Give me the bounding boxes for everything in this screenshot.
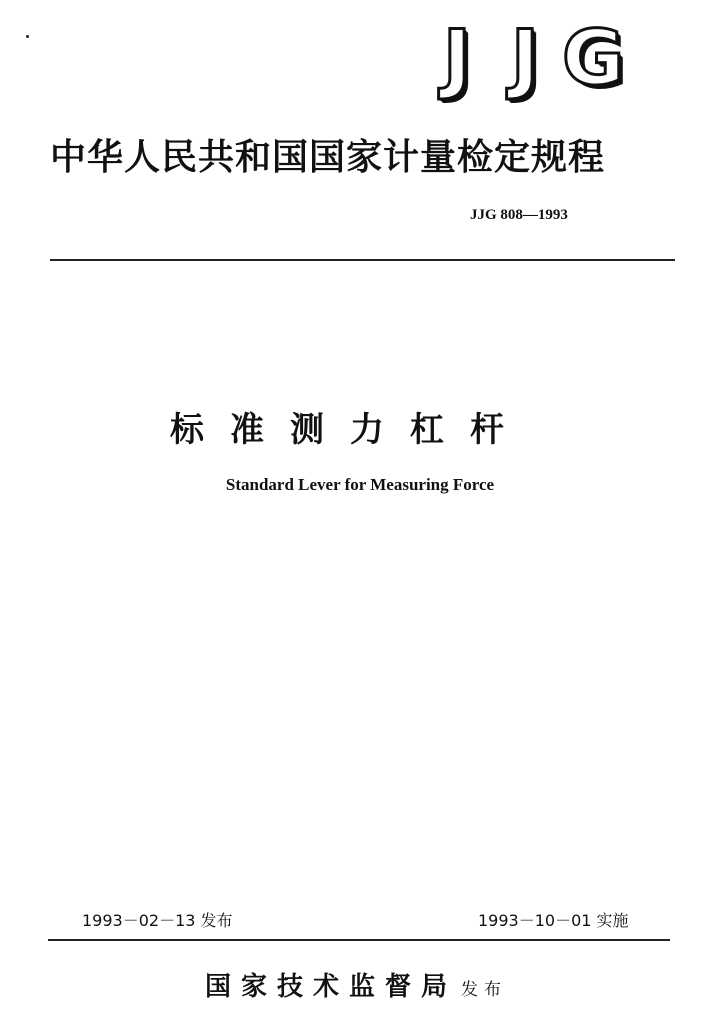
jjg-logo — [426, 13, 632, 102]
publisher-line — [205, 970, 535, 1007]
stray-dot — [26, 35, 29, 38]
effective-date: 1993－10－01 实施 — [478, 911, 629, 930]
issue-date: 1993－02－13 发布 — [82, 911, 233, 930]
header-divider — [50, 259, 675, 261]
document-title-chinese: 标准测力杠杆 — [170, 410, 530, 450]
logo-letter-j2: J — [510, 13, 540, 102]
document-title-english: Standard Lever for Measuring Force — [225, 475, 495, 494]
logo-letter-g: G — [562, 13, 625, 102]
regulation-series-title: 中华人民共和国国家计量检定规程 — [50, 137, 606, 178]
standard-number: JJG 808—1993 — [470, 207, 568, 223]
publisher-name: 国家技术监督局 — [205, 972, 458, 1002]
logo-letter-j1: J — [442, 13, 472, 102]
footer-divider — [48, 939, 670, 941]
publisher-action: 发布 — [461, 980, 508, 1000]
